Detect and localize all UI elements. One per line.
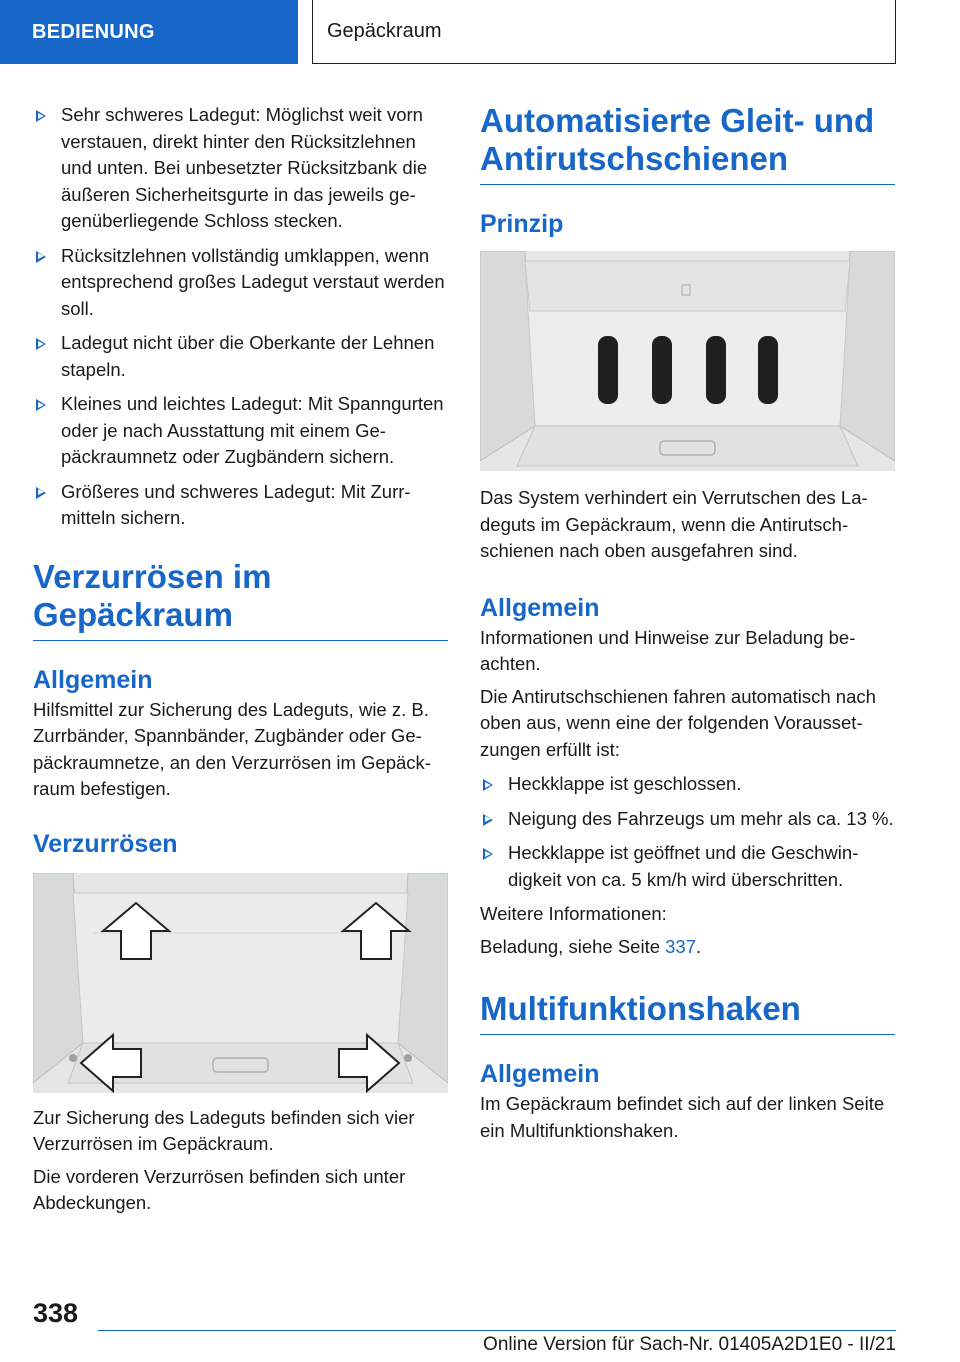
topic-header	[312, 0, 896, 64]
rail-1	[598, 336, 618, 404]
section-title-multifunktionshaken: Multifunktionshaken	[480, 990, 895, 1035]
rail-4	[758, 336, 778, 404]
conditions-bullet-list	[480, 771, 895, 893]
triangle-bullet-icon	[36, 399, 46, 411]
list-item	[33, 102, 448, 235]
right-column	[480, 102, 895, 1144]
allgemein-paragraph: Hilfsmittel zur Sicherung des Ladeguts, wie z. B. Zurrbänder, Spannbänder, Zugbänder oder Gepäckraumnetze, an den Verzurrösen im Gepäckraum befestigen.	[33, 698, 431, 799]
cross-reference	[480, 934, 895, 961]
page-number: 338	[33, 1298, 79, 1328]
list-item	[480, 840, 895, 893]
list-item	[33, 479, 448, 532]
trunk-lashing-eyes-image	[33, 873, 448, 1093]
list-item	[480, 771, 895, 798]
anti-slip-rails-image	[480, 251, 895, 471]
allgemein-right-p2: Die Antirutschschienen fahren automatisch nach oben aus, wenn eine der folgenden Voraussetzungen erfüllt ist:	[480, 685, 876, 760]
heading-prinzip: Prinzip	[480, 210, 564, 238]
list-item	[480, 806, 895, 833]
trunk-illustration	[33, 873, 448, 1093]
prinzip-paragraph: Das System verhindert ein Verrutschen des Ladeguts im Gepäckraum, wenn die Antirutschschienen nach oben ausgefahren sind.	[480, 487, 868, 561]
cross-reference-suffix: .	[696, 935, 702, 957]
heading-allgemein-multi: Allgemein	[480, 1060, 600, 1088]
section-title-verzurroesen: Verzurrösen im Gepäckraum	[33, 558, 448, 641]
allgemein-right-p1: Informationen und Hinweise zur Beladung beachten.	[480, 626, 856, 674]
list-item	[33, 243, 448, 323]
triangle-bullet-icon	[483, 779, 493, 791]
triangle-bullet-icon	[36, 338, 46, 350]
cargo-bullet-list	[33, 102, 448, 532]
front-lashing-eyes-paragraph: Die vorderen Verzurrösen befinden sich unter Abdeckungen.	[33, 1165, 406, 1213]
list-item-text: Heckklappe ist geöffnet und die Geschwindigkeit von ca. 5 km/h wird überschritten.	[508, 842, 859, 890]
section-title-antirutsch: Automatisierte Gleit- und Antirutschschienen	[480, 102, 895, 185]
rail-3	[706, 336, 726, 404]
triangle-bullet-icon	[483, 848, 493, 860]
list-item-text: Größeres und schweres Ladegut: Mit Zurrmitteln sichern.	[61, 480, 411, 528]
list-item-text: Heckklappe ist geschlossen.	[508, 773, 742, 794]
triangle-bullet-icon	[36, 487, 46, 499]
heading-allgemein: Allgemein	[33, 665, 153, 694]
triangle-bullet-icon	[483, 814, 493, 826]
list-item-text: Rücksitzlehnen vollständig umklappen, wenn entsprechend großes Ladegut verstaut werden soll.	[61, 244, 445, 319]
footer-divider	[98, 1330, 896, 1331]
list-item-text: Ladegut nicht über die Oberkante der Lehnen stapeln.	[61, 332, 435, 380]
list-item	[33, 391, 448, 471]
rails-illustration	[480, 251, 895, 471]
heading-verzurroesen: Verzurrösen	[33, 829, 178, 858]
triangle-bullet-icon	[36, 110, 46, 122]
left-column	[33, 102, 448, 1217]
rail-2	[652, 336, 672, 404]
lashing-eyes-paragraph: Zur Sicherung des Ladeguts befinden sich vier Verzurrösen im Gepäckraum.	[33, 1106, 415, 1154]
cross-reference-text: Beladung, siehe Seite	[480, 935, 666, 957]
list-item-text: Kleines und leichtes Ladegut: Mit Spanngurten oder je nach Ausstattung mit einem Gepäckraumnetz oder Zugbändern sichern.	[61, 393, 444, 467]
list-item	[33, 330, 448, 383]
heading-allgemein-right: Allgemein	[480, 593, 600, 622]
topic-label: Gepäckraum	[327, 20, 442, 42]
page-reference-link[interactable]: 337	[665, 935, 697, 957]
list-item-text: Sehr schweres Ladegut: Möglichst weit vorn verstauen, direkt hinter den Rücksitzlehnen und unten. Bei unbesetzter Rücksitzbank die äußeren Sicherheitsgurte in das jeweils gegenüberliegende Schloss stecken.	[61, 104, 428, 231]
footer-version: Online Version für Sach-Nr. 01405A2D1E0 - II/21	[483, 1334, 896, 1355]
list-item-text: Neigung des Fahrzeugs um mehr als ca. 13 %.	[508, 807, 894, 829]
more-info-label: Weitere Informationen:	[480, 903, 667, 924]
chapter-tab: BEDIENUNG	[0, 0, 298, 64]
triangle-bullet-icon	[36, 251, 46, 263]
multi-paragraph: Im Gepäckraum befindet sich auf der linken Seite ein Multifunktionshaken.	[480, 1093, 885, 1141]
